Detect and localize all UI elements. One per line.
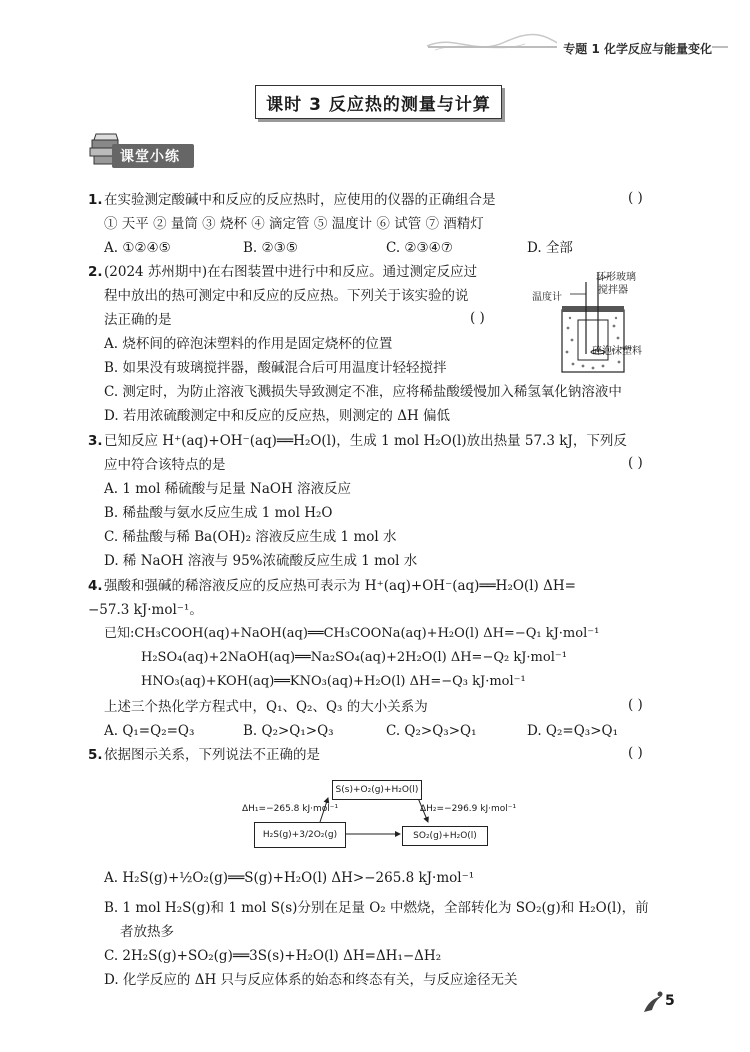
q3-option-c: C. 稀盐酸与稀 Ba(OH)₂ 溶液反应生成 1 mol 水 xyxy=(104,529,397,545)
section-label: 课堂小练 xyxy=(120,149,180,165)
q3-number: 3. xyxy=(88,433,103,449)
q4-option-c: C. Q₂>Q₃>Q₁ xyxy=(386,723,477,739)
diagram-label-dh2: ΔH₂=−296.9 kJ·mol⁻¹ xyxy=(420,804,517,814)
q2-number: 2. xyxy=(88,264,103,280)
q5-option-a: A. H₂S(g)+½O₂(g)══S(g)+H₂O(l) ΔH>−265.8 kJ·mol⁻¹ xyxy=(104,870,475,886)
q2-answer-blank[interactable]: ( ) xyxy=(470,310,485,326)
q1-option-c: C. ②③④⑦ xyxy=(386,240,453,256)
q4-option-d: D. Q₂=Q₃>Q₁ xyxy=(527,723,618,739)
q3-line1: 已知反应 H⁺(aq)+OH⁻(aq)══H₂O(l)，生成 1 mol H₂O(l)放出热量 57.3 kJ，下列反 xyxy=(104,433,627,449)
q3-line2: 应中符合该特点的是 xyxy=(104,457,226,473)
q4-line1: 强酸和强碱的稀溶液反应的反应热可表示为 H⁺(aq)+OH⁻(aq)══H₂O(l) ΔH= xyxy=(104,578,576,594)
q3-option-b: B. 稀盐酸与氨水反应生成 1 mol H₂O xyxy=(104,505,333,521)
q2-option-d: D. 若用浓硫酸测定中和反应的反应热，则测定的 ΔH 偏低 xyxy=(104,408,451,424)
q1-number: 1. xyxy=(88,192,103,208)
q4-equation-3: HNO₃(aq)+KOH(aq)══KNO₃(aq)+H₂O(l) ΔH=−Q₃ kJ·mol⁻¹ xyxy=(141,674,526,689)
q5-option-d: D. 化学反应的 ΔH 只与反应体系的始态和终态有关，与反应途径无关 xyxy=(104,972,518,988)
q5-option-b-line2: 者放热多 xyxy=(120,924,174,940)
q2-option-a: A. 烧杯间的碎泡沫塑料的作用是固定烧杯的位置 xyxy=(104,336,393,352)
q1-option-a: A. ①②④⑤ xyxy=(104,240,171,256)
page-number: 5 xyxy=(665,993,675,1009)
q4-number: 4. xyxy=(88,578,103,594)
q1-stem: 在实验测定酸碱中和反应的反应热时，应使用的仪器的正确组合是 xyxy=(104,192,496,208)
apparatus-label-foam: 碎泡沫塑料 xyxy=(592,346,642,357)
q2-line2: 程中放出的热可测定中和反应的反应热。下列关于该实验的说 xyxy=(104,288,469,304)
diagram-label-dh1: ΔH₁=−265.8 kJ·mol⁻¹ xyxy=(242,804,339,814)
q4-line3: 上述三个热化学方程式中，Q₁、Q₂、Q₃ 的大小关系为 xyxy=(104,699,428,715)
lesson-title: 课时 3 反应热的测量与计算 xyxy=(255,85,502,119)
q4-equation-1: 已知:CH₃COOH(aq)+NaOH(aq)══CH₃COONa(aq)+H₂O(l) ΔH=−Q₁ kJ·mol⁻¹ xyxy=(104,626,600,641)
q4-line2: −57.3 kJ·mol⁻¹。 xyxy=(88,602,203,618)
q5-option-b-line1: B. 1 mol H₂S(g)和 1 mol S(s)分别在足量 O₂ 中燃烧，全部转化为 SO₂(g)和 H₂O(l)，前 xyxy=(104,900,649,916)
q3-option-a: A. 1 mol 稀硫酸与足量 NaOH 溶液反应 xyxy=(104,481,352,497)
apparatus-label-stirrer: 环形玻璃 xyxy=(596,272,636,283)
q5-option-c: C. 2H₂S(g)+SO₂(g)══3S(s)+H₂O(l) ΔH=ΔH₁−ΔH₂ xyxy=(104,948,442,964)
apparatus-label-thermometer: 温度计 xyxy=(532,292,562,303)
diagram-state-left: H₂S(g)+3/2O₂(g) xyxy=(254,822,346,848)
q4-equation-2: H₂SO₄(aq)+2NaOH(aq)══Na₂SO₄(aq)+2H₂O(l) ΔH=−Q₂ kJ·mol⁻¹ xyxy=(141,650,567,665)
q1-option-b: B. ②③⑤ xyxy=(243,240,298,256)
q2-line3: 法正确的是 xyxy=(104,312,172,328)
q4-option-b: B. Q₂>Q₁>Q₃ xyxy=(243,723,334,739)
diagram-state-top: S(s)+O₂(g)+H₂O(l) xyxy=(332,780,422,800)
q1-answer-blank[interactable]: ( ) xyxy=(628,190,643,206)
q1-option-d: D. 全部 xyxy=(527,240,573,256)
q4-answer-blank[interactable]: ( ) xyxy=(628,697,643,713)
q5-answer-blank[interactable]: ( ) xyxy=(628,745,643,761)
q1-items: ① 天平 ② 量筒 ③ 烧杯 ④ 滴定管 ⑤ 温度计 ⑥ 试管 ⑦ 酒精灯 xyxy=(104,216,484,232)
apparatus-label-stirrer-2: 搅拌器 xyxy=(598,285,628,296)
page-corner-figure-icon xyxy=(640,988,668,1016)
q5-stem: 依据图示关系，下列说法不正确的是 xyxy=(104,747,320,763)
q2-option-c: C. 测定时，为防止溶液飞溅损失导致测定不准，应将稀盐酸缓慢加入稀氢氧化钠溶液中 xyxy=(104,384,622,400)
q3-answer-blank[interactable]: ( ) xyxy=(628,455,643,471)
q2-option-b: B. 如果没有玻璃搅拌器，酸碱混合后可用温度计轻轻搅拌 xyxy=(104,360,447,376)
q4-option-a: A. Q₁=Q₂=Q₃ xyxy=(104,723,195,739)
diagram-state-right: SO₂(g)+H₂O(l) xyxy=(402,826,488,846)
header-swirl-decoration xyxy=(425,30,565,56)
q3-option-d: D. 稀 NaOH 溶液与 95%浓硫酸反应生成 1 mol 水 xyxy=(104,553,418,569)
q5-number: 5. xyxy=(88,747,103,763)
header-chapter-title: 专题 1 化学反应与能量变化 xyxy=(557,40,712,57)
q2-line1: (2024 苏州期中)在右图装置中进行中和反应。通过测定反应过 xyxy=(104,264,478,280)
section-badge xyxy=(88,130,196,170)
